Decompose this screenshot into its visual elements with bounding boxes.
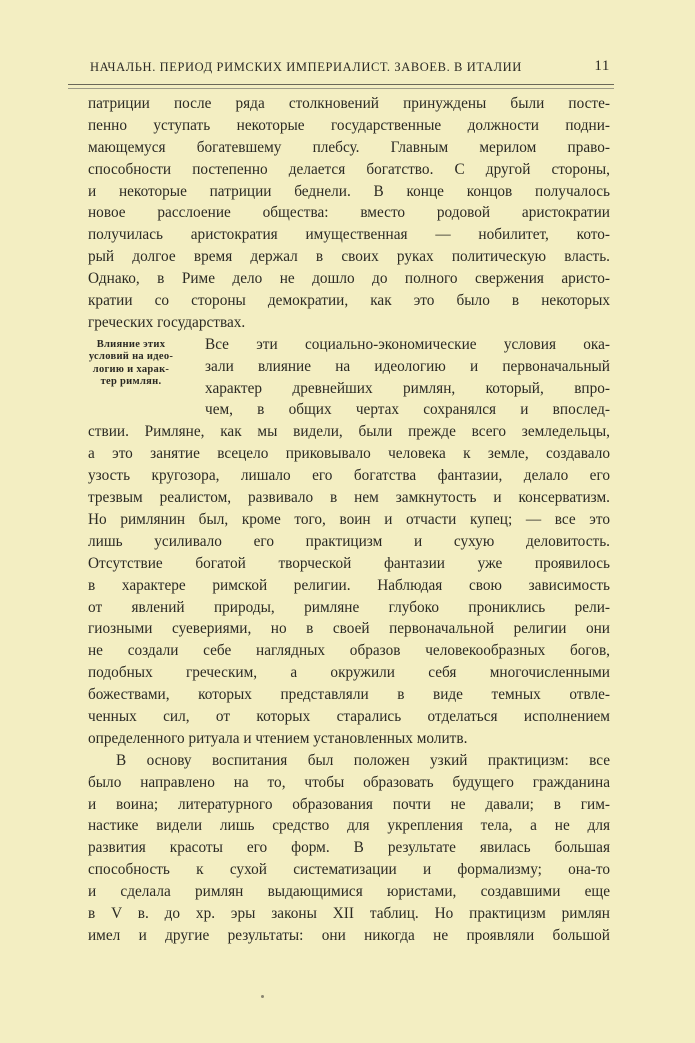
- page-number: 11: [594, 58, 610, 74]
- text-line: и воина; литературного образования почти не давали; в гим-: [88, 795, 610, 813]
- margin-note-line: Влияние этих: [96, 338, 166, 350]
- text-line: подобных греческим, а окружили себя многочисленными: [88, 664, 610, 682]
- text-line: было направлено на то, чтобы образовать будущего гражданина: [88, 773, 610, 791]
- page-body: [88, 93, 610, 947]
- text-line: получилась аристократия имущественная — нобилитет, кото-: [88, 226, 610, 244]
- text-line: а это занятие всецело приковывало человека к земле, создавало: [88, 445, 610, 463]
- text-line: В основу воспитания был положен узкий практицизм: все: [116, 751, 610, 769]
- text-line: узость кругозора, лишало его богатства фантазии, делало его: [88, 467, 610, 485]
- text-line: имел и другие результаты: они никогда не проявляли большой: [88, 926, 610, 944]
- paragraph-3: [88, 750, 610, 947]
- header-rule: [68, 84, 614, 85]
- text-line: ченных сил, от которых старались отделаться исполнением: [88, 707, 610, 725]
- text-line: настике видели лишь средство для укрепления тела, а не для: [88, 817, 610, 835]
- paragraph-1: [88, 93, 610, 334]
- text-line: от явлений природы, римляне глубоко прониклись рели-: [88, 598, 610, 616]
- text-line: Отсутствие богатой творческой фантазии уже проявилось: [88, 554, 610, 572]
- text-line: новое расслоение общества: вместо родовой аристократии: [88, 204, 610, 222]
- header-rule-thin: [68, 88, 614, 89]
- text-line: Но римлянин был, кроме того, воин и отчасти купец; — все это: [88, 510, 610, 528]
- paragraph-2-start: [205, 334, 610, 422]
- text-line: Все эти социально-экономические условия ока-: [205, 335, 610, 353]
- text-line: чем, в общих чертах сохранялся и впослед-: [205, 401, 610, 419]
- text-line: и сделала римлян выдающимися юристами, создавшими еще: [88, 883, 610, 901]
- text-line: и некоторые патриции беднели. В конце концов получалось: [88, 182, 610, 200]
- text-line: в характере римской религии. Наблюдая свою зависимость: [88, 576, 610, 594]
- margin-note-line: логию и харак-: [92, 363, 170, 375]
- paragraph-2: [88, 421, 610, 749]
- text-line: не создали себе наглядных образов человекообразных богов,: [88, 642, 610, 660]
- text-line: патриции после ряда столкновений принуждены были посте-: [88, 95, 610, 112]
- text-line: ствии. Римляне, как мы видели, были прежде всего земледельцы,: [88, 423, 610, 441]
- margin-note: [80, 339, 182, 389]
- text-line: трезвым реалистом, развивало в нем замкнутость и консерватизм.: [88, 489, 610, 507]
- text-line: зали влияние на идеологию и первоначальный: [205, 357, 610, 375]
- text-line: рый долгое время держал в своих руках политическую власть.: [88, 248, 610, 266]
- text-line: пенно уступать некоторые государственные должности подни-: [88, 116, 610, 134]
- text-line: способности постепенно делается богатство. С другой стороны,: [88, 160, 610, 178]
- text-line: характер древнейших римлян, который, впро-: [205, 379, 610, 397]
- text-line: божествами, которых представляли в виде темных отвле-: [88, 686, 610, 704]
- text-line: лишь усиливало его практицизм и сухую деловитость.: [88, 532, 610, 550]
- margin-note-line: условий на идео-: [88, 351, 174, 363]
- running-header: [90, 60, 610, 78]
- text-line: определенного ритуала и чтением установленных молитв.: [88, 729, 468, 747]
- text-line: развития красоты его форм. В результате явилась большая: [88, 839, 610, 857]
- sidenote-block: [88, 334, 610, 422]
- text-line: греческих государствах.: [88, 313, 246, 331]
- print-speck: [261, 995, 264, 998]
- text-line: гиозными суевериями, но в своей первоначальной религии они: [88, 620, 610, 638]
- running-title: НАЧАЛЬН. ПЕРИОД РИМСКИХ ИМПЕРИАЛИСТ. ЗАВОЕВ. В ИТАЛИИ: [90, 60, 522, 74]
- margin-note-line: тер римлян.: [100, 376, 162, 388]
- text-line: Однако, в Риме дело не дошло до полного свержения аристо-: [88, 270, 610, 288]
- text-line: в V в. до хр. эры законы XII таблиц. Но практицизм римлян: [88, 904, 610, 922]
- text-line: мающемуся богатевшему плебсу. Главным мерилом право-: [88, 138, 610, 156]
- text-line: способность к сухой систематизации и формализму; она-то: [88, 861, 610, 879]
- text-line: кратии со стороны демократии, как это было в некоторых: [88, 292, 610, 310]
